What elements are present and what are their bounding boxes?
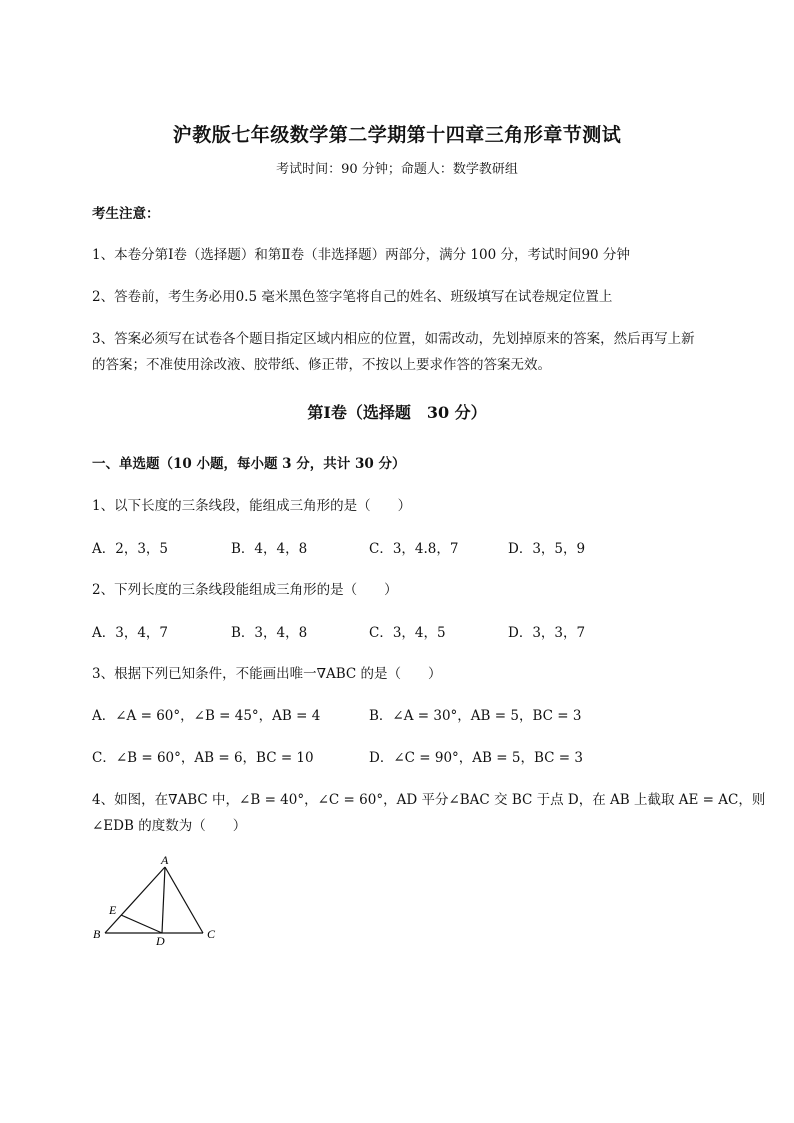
question-1-option-c: C．3，4.8，7: [369, 541, 459, 557]
question-4-stem: 4、如图，在∇ABC 中，∠B = 40°，∠C = 60°，AD 平分∠BAC 交 BC 于点 D，在 AB 上截取 AE = AC，则: [92, 792, 766, 808]
question-2-option-a: A．3，4，7: [92, 625, 169, 641]
question-1-option-d: D．3，5，9: [508, 541, 586, 557]
label-e: E: [109, 903, 117, 917]
section-title: 第Ⅰ卷（选择题 30 分）: [307, 403, 487, 422]
notice-heading: 考生注意：: [92, 206, 160, 222]
question-3-option-d: D．∠C = 90°，AB = 5，BC = 3: [369, 750, 583, 766]
question-2-stem: 2、下列长度的三条线段能组成三角形的是（ ）: [92, 582, 398, 598]
segment-ac: [165, 867, 203, 933]
question-1-option-b: B．4，4，8: [231, 541, 308, 557]
page-title: 沪教版七年级数学第二学期第十四章三角形章节测试: [172, 124, 622, 146]
question-2-option-c: C．3，4，5: [369, 625, 446, 641]
exam-info: 考试时间：90 分钟；命题人：数学教研组: [276, 162, 518, 177]
question-3-option-c: C．∠B = 60°，AB = 6，BC = 10: [92, 750, 314, 766]
question-4-stem-cont: ∠EDB 的度数为（ ）: [92, 818, 247, 834]
triangle-figure: [85, 850, 235, 955]
question-3-option-a: A．∠A = 60°，∠B = 45°，AB = 4: [92, 708, 321, 724]
question-1-option-a: A．2，3，5: [92, 541, 169, 557]
notice-item-2: 2、答卷前，考生务必用0.5 毫米黑色签字笔将自己的姓名、班级填写在试卷规定位置上: [92, 289, 613, 305]
segment-ed: [121, 915, 162, 933]
label-a: A: [161, 853, 169, 867]
notice-item-1: 1、本卷分第Ⅰ卷（选择题）和第Ⅱ卷（非选择题）两部分，满分 100 分，考试时间90 分钟: [92, 247, 630, 263]
question-2-option-b: B．3，4，8: [231, 625, 308, 641]
part-heading: 一、单选题（10 小题，每小题 3 分，共计 30 分）: [92, 456, 406, 472]
question-1-stem: 1、以下长度的三条线段，能组成三角形的是（ ）: [92, 498, 412, 514]
question-2-option-d: D．3，3，7: [508, 625, 586, 641]
question-3-stem: 3、根据下列已知条件，不能画出唯一∇ABC 的是（ ）: [92, 666, 442, 682]
question-3-option-b: B．∠A = 30°，AB = 5，BC = 3: [369, 708, 582, 724]
segment-ab: [105, 867, 165, 933]
notice-item-3-cont: 的答案；不准使用涂改液、胶带纸、修正带，不按以上要求作答的答案无效。: [92, 357, 551, 373]
label-c: C: [207, 927, 216, 941]
label-d: D: [156, 934, 165, 948]
notice-item-3: 3、答案必须写在试卷各个题目指定区域内相应的位置，如需改动，先划掉原来的答案，然后再写上新: [92, 331, 695, 347]
label-b: B: [93, 927, 101, 941]
segment-ad: [162, 867, 165, 933]
